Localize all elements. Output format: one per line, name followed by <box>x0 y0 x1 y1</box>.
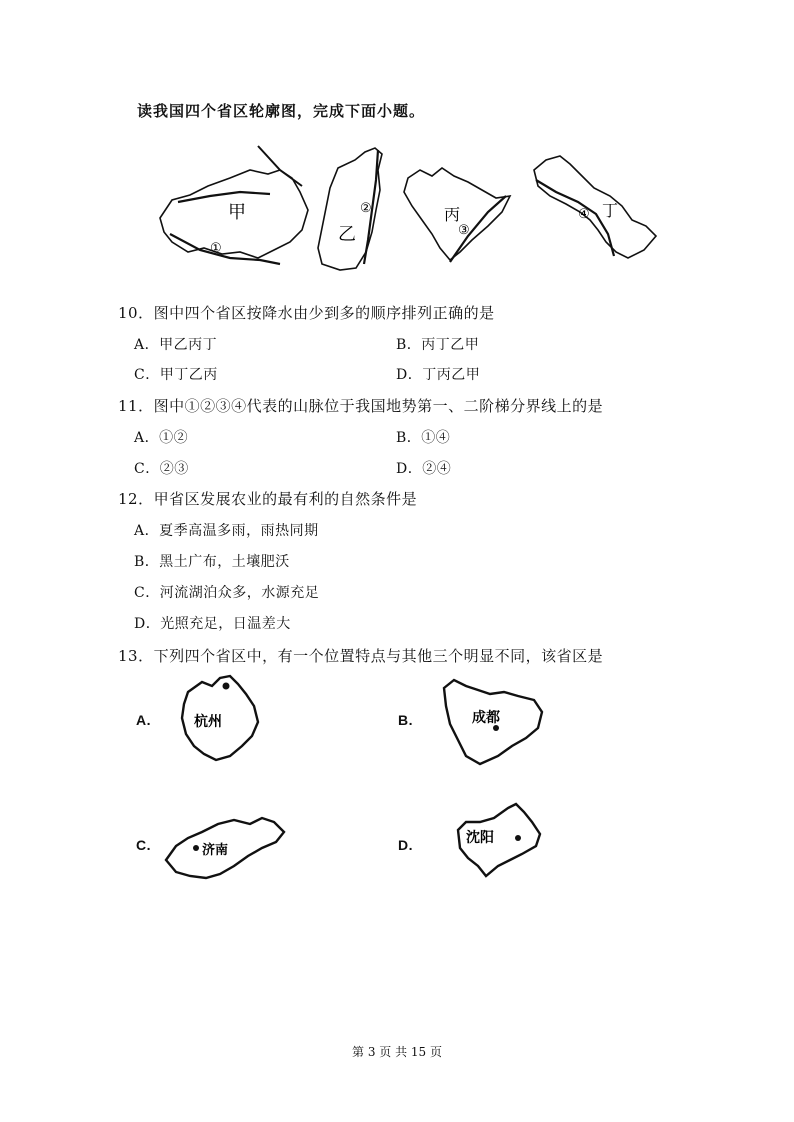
map-b-city-label: 成都 <box>472 710 500 726</box>
map-marker-3: ③ <box>458 223 470 238</box>
question-10-option-d[interactable]: D．丁丙乙甲 <box>396 367 481 383</box>
map-d-city-label: 沈阳 <box>466 830 494 846</box>
map-option-d[interactable] <box>450 800 550 882</box>
map-option-b[interactable] <box>438 676 548 770</box>
question-13-option-b[interactable]: B. <box>398 712 413 728</box>
page-footer: 第 3 页 共 15 页 <box>352 1045 442 1059</box>
question-13-stem: 13．下列四个省区中，有一个位置特点与其他三个明显不同，该省区是 <box>118 647 604 665</box>
map-marker-2: ② <box>360 201 372 216</box>
map-label-ding: 丁 <box>602 201 619 220</box>
map-label-yi: 乙 <box>338 224 356 245</box>
question-12-stem: 12．甲省区发展农业的最有利的自然条件是 <box>118 490 418 508</box>
map-label-jia: 甲 <box>228 202 246 223</box>
question-10-option-b[interactable]: B．丙丁乙甲 <box>396 337 480 353</box>
question-12-option-b[interactable]: B．黑土广布，土壤肥沃 <box>134 554 290 570</box>
question-13-option-a[interactable]: A. <box>136 712 151 728</box>
question-11-option-a[interactable]: A．①② <box>134 430 189 446</box>
question-10-stem: 10．图中四个省区按降水由少到多的顺序排列正确的是 <box>118 304 495 322</box>
map-d-city-dot <box>515 835 521 841</box>
map-c-city-dot <box>193 845 199 851</box>
question-10-option-a[interactable]: A．甲乙丙丁 <box>134 337 218 353</box>
question-12-option-c[interactable]: C．河流湖泊众多，水源充足 <box>134 585 320 601</box>
map-option-a[interactable] <box>168 672 268 768</box>
question-12-option-a[interactable]: A．夏季高温多雨，雨热同期 <box>134 523 319 539</box>
map-ding-outline <box>534 156 656 258</box>
map-jia-mountain-2 <box>258 146 302 186</box>
map-a-city-label: 杭州 <box>194 714 222 730</box>
map-marker-1: ① <box>210 241 222 256</box>
question-11-stem: 11．图中①②③④代表的山脉位于我国地势第一、二阶梯分界线上的是 <box>118 397 604 415</box>
question-11-option-d[interactable]: D．②④ <box>396 461 452 477</box>
question-10-option-c[interactable]: C．甲丁乙丙 <box>134 367 218 383</box>
question-11-option-b[interactable]: B．①④ <box>396 430 451 446</box>
map-marker-4: ④ <box>578 207 590 222</box>
intro-text: 读我国四个省区轮廓图，完成下面小题。 <box>137 102 426 120</box>
question-13-option-d[interactable]: D. <box>398 837 413 853</box>
province-outline-figure <box>150 140 670 275</box>
map-jia-mountain-3 <box>170 234 280 264</box>
question-13-option-c[interactable]: C. <box>136 837 151 853</box>
map-label-bing: 丙 <box>444 205 461 224</box>
map-a-city-dot <box>223 683 230 690</box>
map-option-c[interactable] <box>162 814 292 884</box>
question-11-option-c[interactable]: C．②③ <box>134 461 189 477</box>
map-c-city-label: 济南 <box>202 843 229 858</box>
question-12-option-d[interactable]: D．光照充足，日温差大 <box>134 616 291 632</box>
